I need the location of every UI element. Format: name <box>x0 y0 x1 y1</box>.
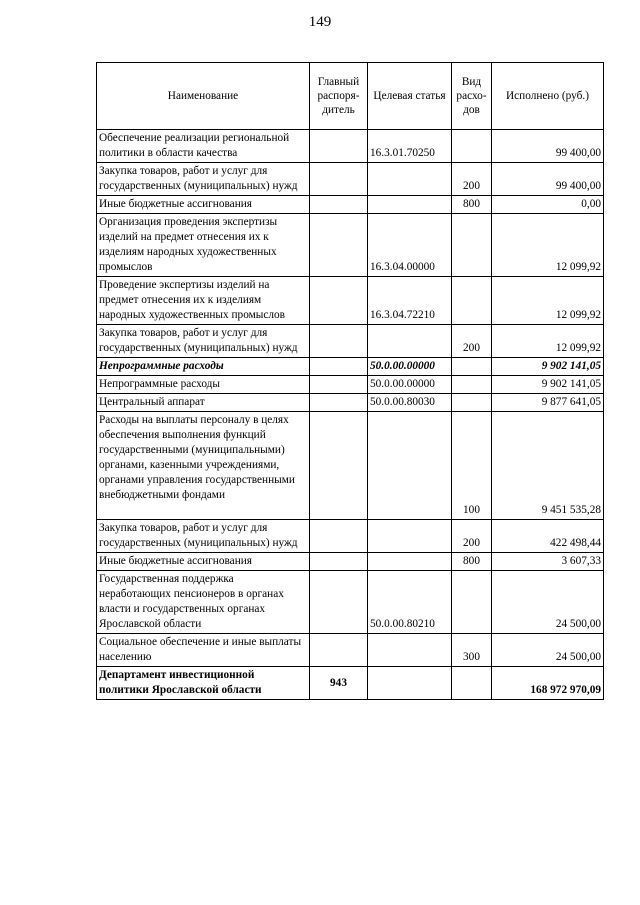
row-executed-cell: 422 498,44 <box>492 520 604 553</box>
row-target-article-cell: 50.0.00.80030 <box>368 394 452 412</box>
row-main-manager-cell <box>310 196 368 214</box>
page-number: 149 <box>308 14 332 30</box>
row-main-manager-cell <box>310 634 368 667</box>
row-name-cell: Обеспечение реализации региональной политики в области качества <box>97 130 310 163</box>
row-executed-cell: 99 400,00 <box>492 163 604 196</box>
row-expense-type-cell: 800 <box>452 196 492 214</box>
row-executed-cell: 12 099,92 <box>492 277 604 325</box>
row-main-manager-cell <box>310 394 368 412</box>
row-executed-cell: 9 902 141,05 <box>492 358 604 376</box>
header-expense-type: Вид расхо-дов <box>452 63 492 130</box>
row-target-article-cell <box>368 412 452 520</box>
row-main-manager-cell <box>310 214 368 277</box>
row-name-cell: Закупка товаров, работ и услуг для государственных (муниципальных) нужд <box>97 163 310 196</box>
row-target-article-cell: 50.0.00.00000 <box>368 376 452 394</box>
row-name-cell: Проведение экспертизы изделий на предмет отнесения их к изделиям народных художественных промыслов <box>97 277 310 325</box>
row-executed-cell: 0,00 <box>492 196 604 214</box>
row-target-article-cell: 16.3.01.70250 <box>368 130 452 163</box>
table-row <box>97 130 604 163</box>
row-target-article-cell <box>368 163 452 196</box>
row-main-manager-cell <box>310 412 368 520</box>
row-executed-cell: 9 451 535,28 <box>492 412 604 520</box>
header-main-manager: Главный распоря-дитель <box>310 63 368 130</box>
row-main-manager-cell: 943 <box>310 667 368 700</box>
table-body <box>97 130 604 700</box>
row-main-manager-cell <box>310 571 368 634</box>
table-row <box>97 358 604 376</box>
row-target-article-cell: 50.0.00.00000 <box>368 358 452 376</box>
row-expense-type-cell: 200 <box>452 163 492 196</box>
row-executed-cell: 9 877 641,05 <box>492 394 604 412</box>
row-executed-cell: 99 400,00 <box>492 130 604 163</box>
table-row <box>97 376 604 394</box>
row-name-cell: Расходы на выплаты персоналу в целях обеспечения выполнения функций государственными (муниципальными) органами, казенными учреждениями, органами управления государственными внебюджетными фондами <box>97 412 310 520</box>
row-name-cell: Государственная поддержка неработающих пенсионеров в органах власти и государственных органах Ярославской области <box>97 571 310 634</box>
row-name-cell: Социальное обеспечение и иные выплаты населению <box>97 634 310 667</box>
row-target-article-cell <box>368 325 452 358</box>
row-expense-type-cell <box>452 277 492 325</box>
row-expense-type-cell: 800 <box>452 553 492 571</box>
row-target-article-cell: 50.0.00.80210 <box>368 571 452 634</box>
row-main-manager-cell <box>310 553 368 571</box>
row-expense-type-cell: 100 <box>452 412 492 520</box>
table-row <box>97 634 604 667</box>
row-executed-cell: 168 972 970,09 <box>492 667 604 700</box>
row-expense-type-cell: 200 <box>452 520 492 553</box>
row-name-cell: Закупка товаров, работ и услуг для государственных (муниципальных) нужд <box>97 325 310 358</box>
row-main-manager-cell <box>310 325 368 358</box>
row-executed-cell: 3 607,33 <box>492 553 604 571</box>
table-row <box>97 163 604 196</box>
row-executed-cell: 24 500,00 <box>492 571 604 634</box>
row-expense-type-cell: 200 <box>452 325 492 358</box>
row-main-manager-cell <box>310 277 368 325</box>
row-expense-type-cell <box>452 130 492 163</box>
row-target-article-cell <box>368 196 452 214</box>
row-expense-type-cell <box>452 667 492 700</box>
row-target-article-cell <box>368 667 452 700</box>
table-row <box>97 520 604 553</box>
row-target-article-cell <box>368 553 452 571</box>
row-name-cell: Непрограммные расходы <box>97 376 310 394</box>
header-target-article: Целевая статья <box>368 63 452 130</box>
row-target-article-cell <box>368 634 452 667</box>
row-name-cell: Организация проведения экспертизы изделий на предмет отнесения их к изделиям народных художественных промыслов <box>97 214 310 277</box>
header-executed: Исполнено (руб.) <box>492 63 604 130</box>
table-row <box>97 196 604 214</box>
row-name-cell: Иные бюджетные ассигнования <box>97 553 310 571</box>
row-expense-type-cell <box>452 358 492 376</box>
row-main-manager-cell <box>310 163 368 196</box>
row-target-article-cell: 16.3.04.00000 <box>368 214 452 277</box>
row-name-cell: Закупка товаров, работ и услуг для государственных (муниципальных) нужд <box>97 520 310 553</box>
row-executed-cell: 9 902 141,05 <box>492 376 604 394</box>
table-row <box>97 277 604 325</box>
row-expense-type-cell: 300 <box>452 634 492 667</box>
header-name: Наименование <box>97 63 310 130</box>
table-row <box>97 553 604 571</box>
budget-table <box>96 62 604 700</box>
row-target-article-cell: 16.3.04.72210 <box>368 277 452 325</box>
row-executed-cell: 12 099,92 <box>492 214 604 277</box>
row-executed-cell: 24 500,00 <box>492 634 604 667</box>
table-row <box>97 667 604 700</box>
row-expense-type-cell <box>452 214 492 277</box>
table-row <box>97 214 604 277</box>
table-row <box>97 412 604 520</box>
row-main-manager-cell <box>310 358 368 376</box>
row-name-cell: Непрограммные расходы <box>97 358 310 376</box>
table-header-row <box>97 63 604 130</box>
row-expense-type-cell <box>452 394 492 412</box>
row-main-manager-cell <box>310 130 368 163</box>
table-row <box>97 394 604 412</box>
row-name-cell: Департамент инвестиционной политики Ярославской области <box>97 667 310 700</box>
table-row <box>97 325 604 358</box>
row-name-cell: Иные бюджетные ассигнования <box>97 196 310 214</box>
table-row <box>97 571 604 634</box>
row-expense-type-cell <box>452 376 492 394</box>
row-target-article-cell <box>368 520 452 553</box>
row-main-manager-cell <box>310 520 368 553</box>
row-expense-type-cell <box>452 571 492 634</box>
row-name-cell: Центральный аппарат <box>97 394 310 412</box>
row-executed-cell: 12 099,92 <box>492 325 604 358</box>
row-main-manager-cell <box>310 376 368 394</box>
